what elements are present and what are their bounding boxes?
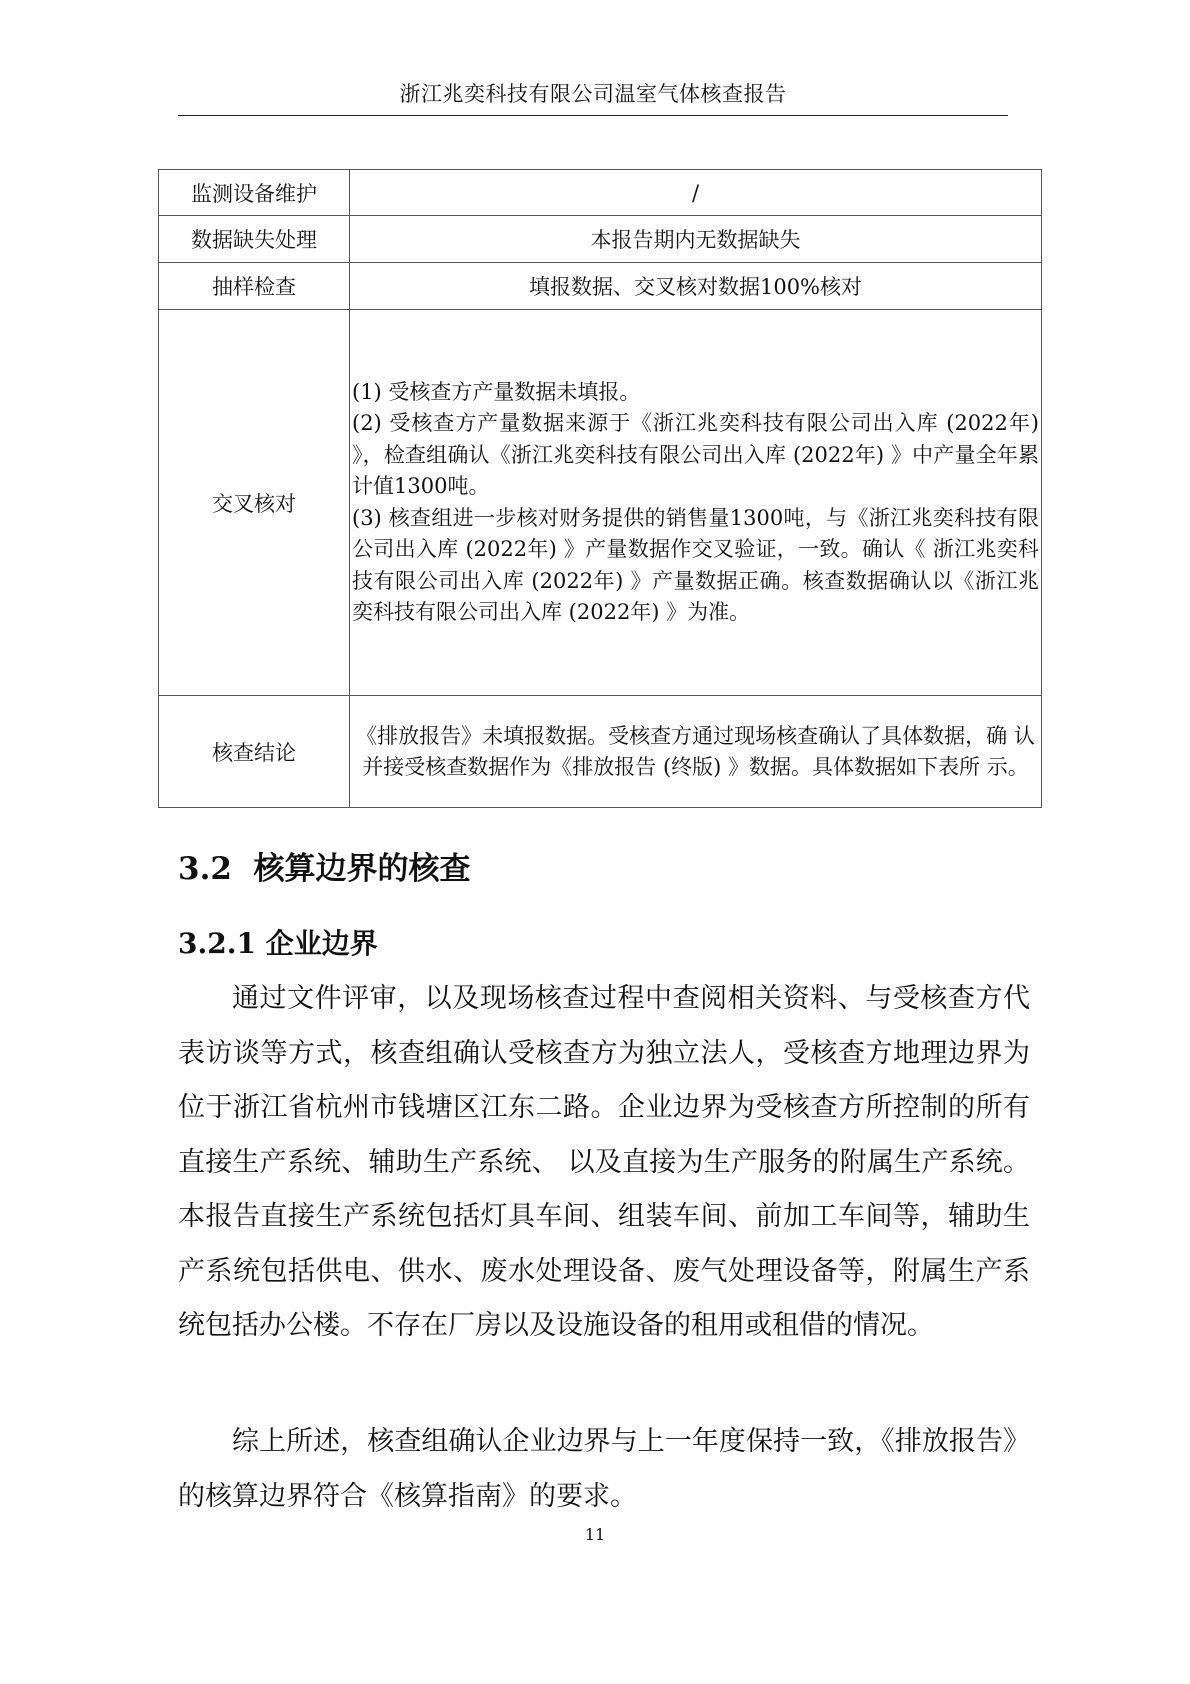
page-number: 11: [584, 1525, 606, 1544]
cross-check-label: 交叉核对: [159, 310, 350, 696]
conclusion-value: 《排放报告》未填报数据。受核查方通过现场核查确认了具体数据，确 认并接受核查数据作为《排放报告 (终版) 》数据。具体数据如下表所 示。: [350, 696, 1042, 808]
table-row: [159, 170, 1042, 216]
subsection-heading: 3.2.1 企业边界: [178, 927, 378, 960]
body-paragraph-block: [178, 972, 1030, 1354]
cross-check-item: (1) 受核查方产量数据未填报。: [352, 379, 641, 404]
cross-check-item: (2) 受核查方产量数据来源于《浙江兆奕科技有限公司出入库 (2022年) 》，检查组确认《浙江兆奕科技有限公司出入库 (2022年) 》中产量全年累计值1300吨。: [352, 411, 1039, 498]
cross-check-content: [350, 310, 1042, 696]
table-row: [159, 216, 1042, 263]
verification-table: [158, 169, 1042, 808]
cross-check-item: (3) 核查组进一步核对财务提供的销售量1300吨，与《浙江兆奕科技有限公司出入库 (2022年) 》产量数据作交叉验证，一致。确认《 浙江兆奕科技有限公司出入库 (2022年) 》产量数据正确。核查数据确认以《浙江兆奕科技有限公司出入库 (2022年) 》为准。: [352, 505, 1039, 624]
table-row-cross-check: [159, 310, 1042, 696]
row-value: /: [350, 170, 1042, 216]
row-value: 本报告期内无数据缺失: [350, 216, 1042, 263]
section-heading: [178, 843, 471, 888]
row-label: 数据缺失处理: [159, 216, 350, 263]
header-divider: [178, 115, 1008, 116]
conclusion-label: 核查结论: [159, 696, 350, 808]
page-header: 浙江兆奕科技有限公司温室气体核查报告: [399, 82, 787, 106]
row-label: 监测设备维护: [159, 170, 350, 216]
section-number: 3.2: [178, 851, 232, 887]
body-paragraph: 综上所述，核查组确认企业边界与上一年度保持一致，《排放报告》的核算边界符合《核算指南》的要求。: [178, 1426, 1030, 1512]
table-row: [159, 263, 1042, 310]
body-paragraph-block: [178, 1415, 1030, 1524]
section-title: 核算边界的核查: [253, 851, 471, 887]
table-row-conclusion: [159, 696, 1042, 808]
body-paragraph: 通过文件评审，以及现场核查过程中查阅相关资料、与受核查方代 表访谈等方式，核查组确认受核查方为独立法人，受核查方地理边界为 位于浙江省杭州市钱塘区江东二路。企业边界为受核查方所控制的所有直接生产系统、辅助生产系统、 以及直接为生产服务的附属生产系统。本报告直接生产系统包括灯具车间、组装车间、前加工车间等，辅助生产系统包括供电、供水、废水处理设备、废气处理设备等，附属生产系统包括办公楼。不存在厂房以及设施设备的租用或租借的情况。: [178, 983, 1030, 1341]
row-label: 抽样检查: [159, 263, 350, 310]
row-value: 填报数据、交叉核对数据100%核对: [350, 263, 1042, 310]
